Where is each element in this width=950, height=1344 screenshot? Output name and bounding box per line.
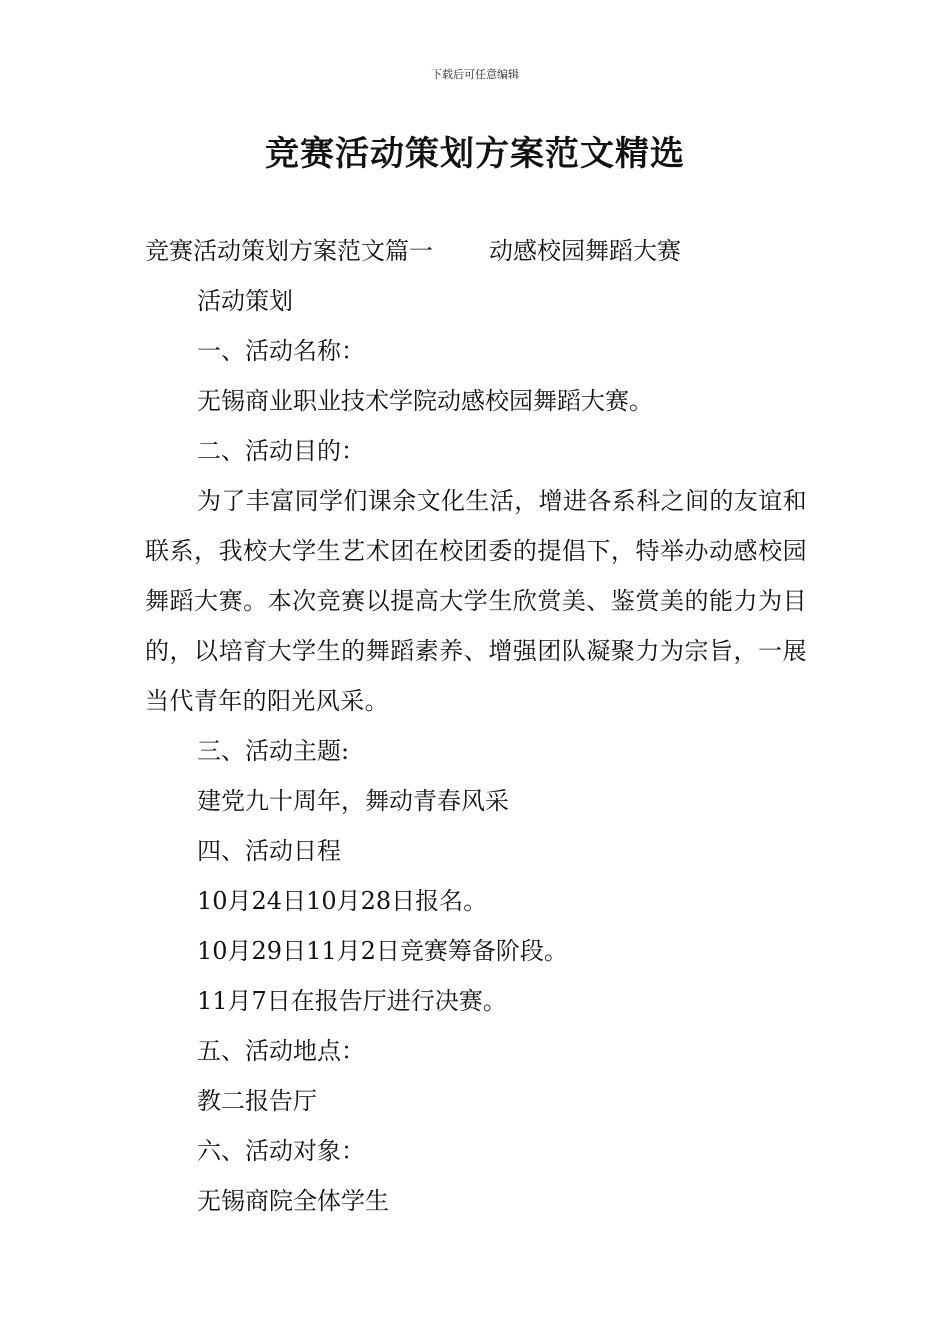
schedule-heading: 四、活动日程 [197, 837, 341, 865]
name-heading: 一、活动名称： [197, 337, 365, 365]
section-heading-label: 竞赛活动策划方案范文篇一 [145, 237, 433, 265]
purpose-heading: 二、活动目的： [197, 437, 365, 465]
theme-value: 建党九十周年，舞动青春风采 [197, 787, 509, 815]
venue-value: 教二报告厅 [197, 1087, 317, 1115]
purpose-paragraph: 为了丰富同学们课余文化生活，增进各系科之间的友谊和联系，我校大学生艺术团在校团委的提倡下，特举办动感校园舞蹈大赛。本次竞赛以提高大学生欣赏美、鉴赏美的能力为目的，以培育大学生的舞蹈素养、增强团队凝聚力为宗旨，一展当代青年的阳光风采。 [145, 487, 807, 715]
schedule-item: 11月7日在报告厅进行决赛。 [197, 987, 507, 1015]
document-title: 竞赛活动策划方案范文精选 [265, 134, 685, 174]
audience-value: 无锡商院全体学生 [197, 1187, 389, 1215]
plan-line: 活动策划 [197, 287, 293, 315]
theme-heading: 三、活动主题: [197, 737, 350, 765]
name-value: 无锡商业职业技术学院动感校园舞蹈大赛。 [197, 387, 653, 415]
schedule-item: 10月29日11月2日竞赛筹备阶段。 [197, 937, 568, 965]
document-body [145, 226, 807, 1226]
section-heading [145, 226, 807, 276]
section-heading-subtitle: 动感校园舞蹈大赛 [489, 237, 681, 265]
venue-heading: 五、活动地点： [197, 1037, 365, 1065]
schedule-item: 10月24日10月28日报名。 [197, 887, 488, 915]
header-note: 下载后可任意编辑 [431, 68, 519, 81]
audience-heading: 六、活动对象： [197, 1137, 365, 1165]
